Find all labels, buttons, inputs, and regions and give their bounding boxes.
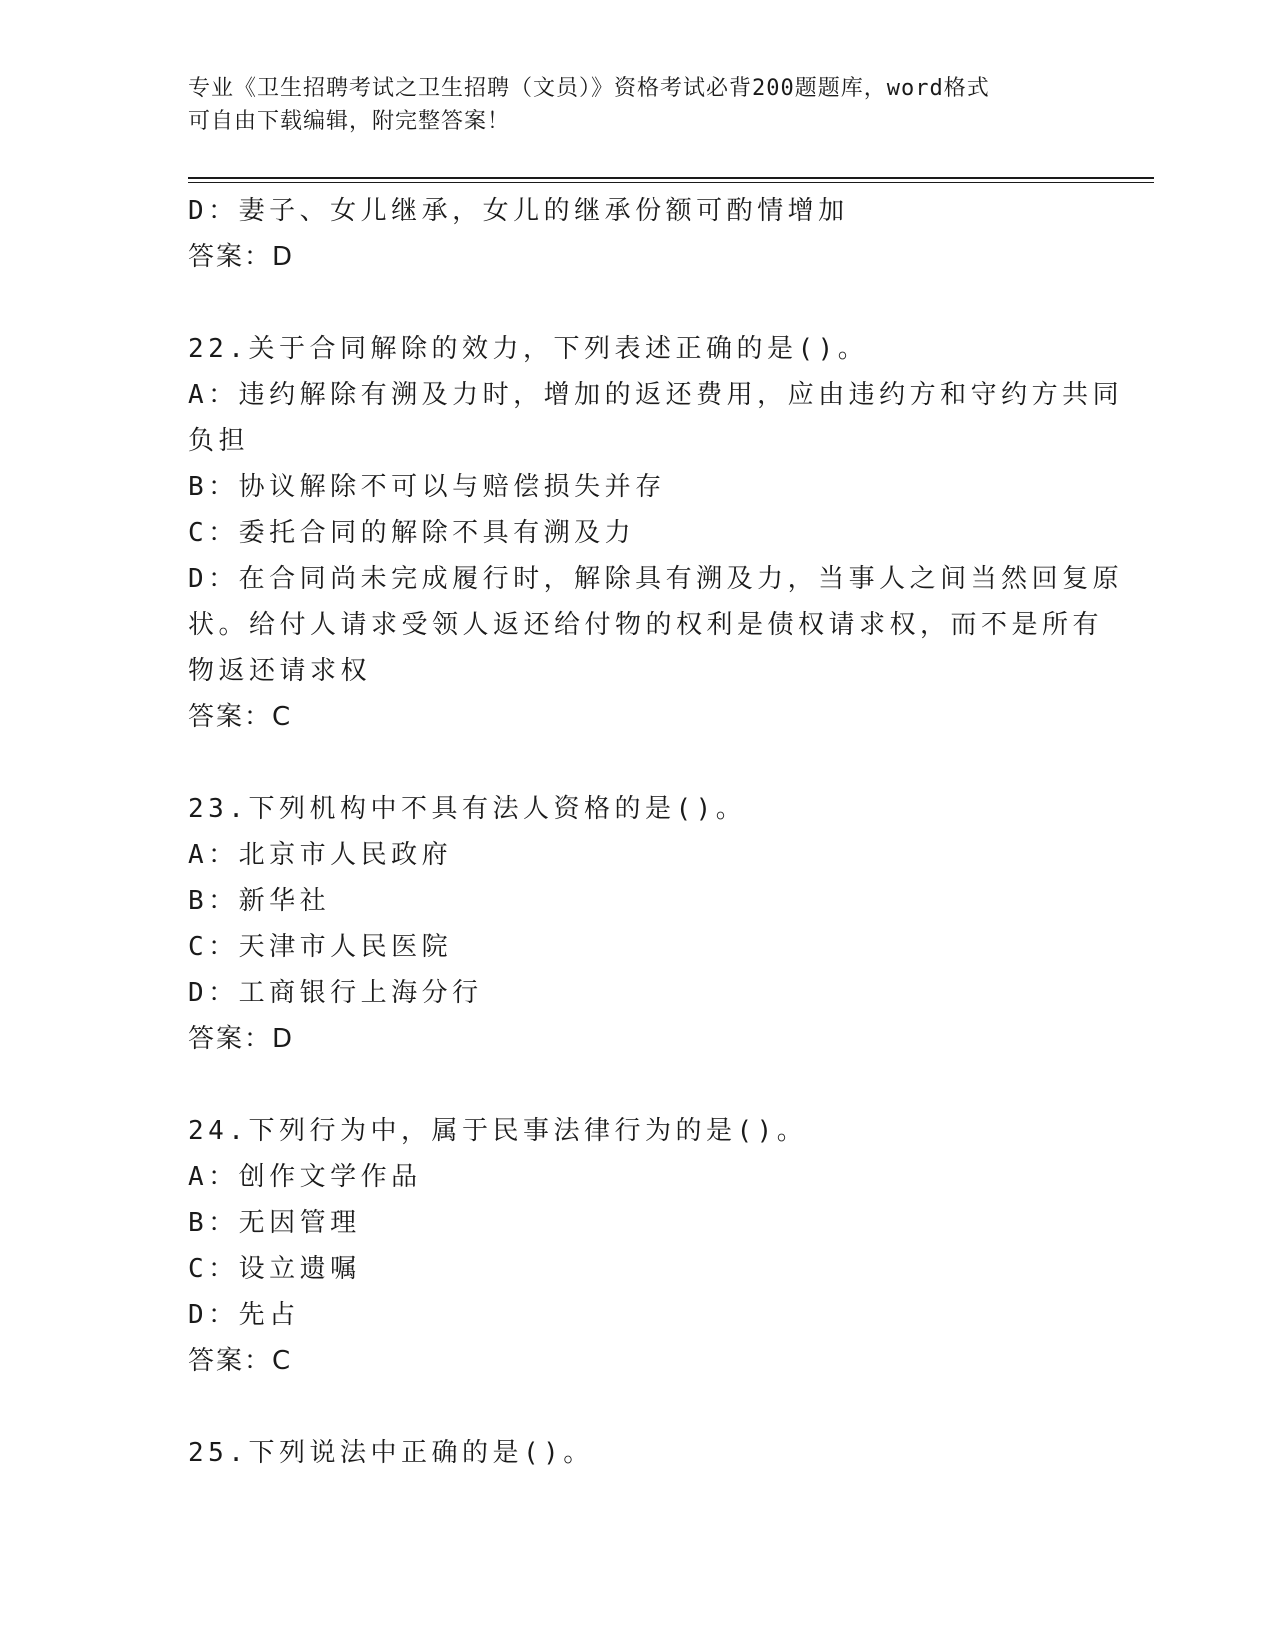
spacer	[188, 740, 1088, 786]
option-b: B：新华社	[188, 886, 331, 916]
question-23	[188, 786, 1088, 1062]
header-rule-bottom	[188, 182, 1154, 183]
document-body	[188, 188, 1124, 1476]
answer-line: 答案：C	[188, 1346, 293, 1376]
option-a: A：北京市人民政府	[188, 840, 453, 870]
option-d: D：在合同尚未完成履行时，解除具有溯及力，当事人之间当然回复原	[188, 564, 1124, 594]
header-line-1: 专业《卫生招聘考试之卫生招聘（文员）》资格考试必背200题题库，word格式	[188, 76, 990, 101]
answer-line: 答案：D	[188, 242, 295, 272]
spacer	[188, 280, 1088, 326]
option-d: D：先占	[188, 1300, 300, 1330]
header-rule-top	[188, 177, 1154, 179]
answer-line: 答案：C	[188, 702, 293, 732]
option-b: B：协议解除不可以与赔偿损失并存	[188, 472, 666, 502]
question-stem: 22.关于合同解除的效力，下列表述正确的是()。	[188, 334, 869, 364]
option-d-continued: 物返还请求权	[188, 656, 372, 686]
option-a-continued: 负担	[188, 426, 250, 456]
option-c: C：天津市人民医院	[188, 932, 453, 962]
option-d-continued: 状。给付人请求受领人返还给付物的权利是债权请求权，而不是所有	[188, 610, 1104, 640]
question-25	[188, 1430, 1088, 1476]
option-c: C：委托合同的解除不具有溯及力	[188, 518, 636, 548]
header-line-2: 可自由下载编辑，附完整答案！	[188, 109, 511, 134]
option-d: D：工商银行上海分行	[188, 978, 483, 1008]
question-stem: 24.下列行为中，属于民事法律行为的是()。	[188, 1116, 808, 1146]
spacer	[188, 1384, 1088, 1430]
option-b: B：无因管理	[188, 1208, 361, 1238]
document-header	[188, 72, 1088, 138]
previous-question-tail	[188, 188, 1088, 280]
option-a: A：创作文学作品	[188, 1162, 422, 1192]
question-stem: 25.下列说法中正确的是()。	[188, 1438, 594, 1468]
question-stem: 23.下列机构中不具有法人资格的是()。	[188, 794, 747, 824]
question-24	[188, 1108, 1088, 1384]
answer-line: 答案：D	[188, 1024, 295, 1054]
option-a: A：违约解除有溯及力时，增加的返还费用，应由违约方和守约方共同	[188, 380, 1124, 410]
question-22	[188, 326, 1124, 740]
option-c: C：设立遗嘱	[188, 1254, 361, 1284]
option-d: D：妻子、女儿继承，女儿的继承份额可酌情增加	[188, 196, 849, 226]
spacer	[188, 1062, 1088, 1108]
